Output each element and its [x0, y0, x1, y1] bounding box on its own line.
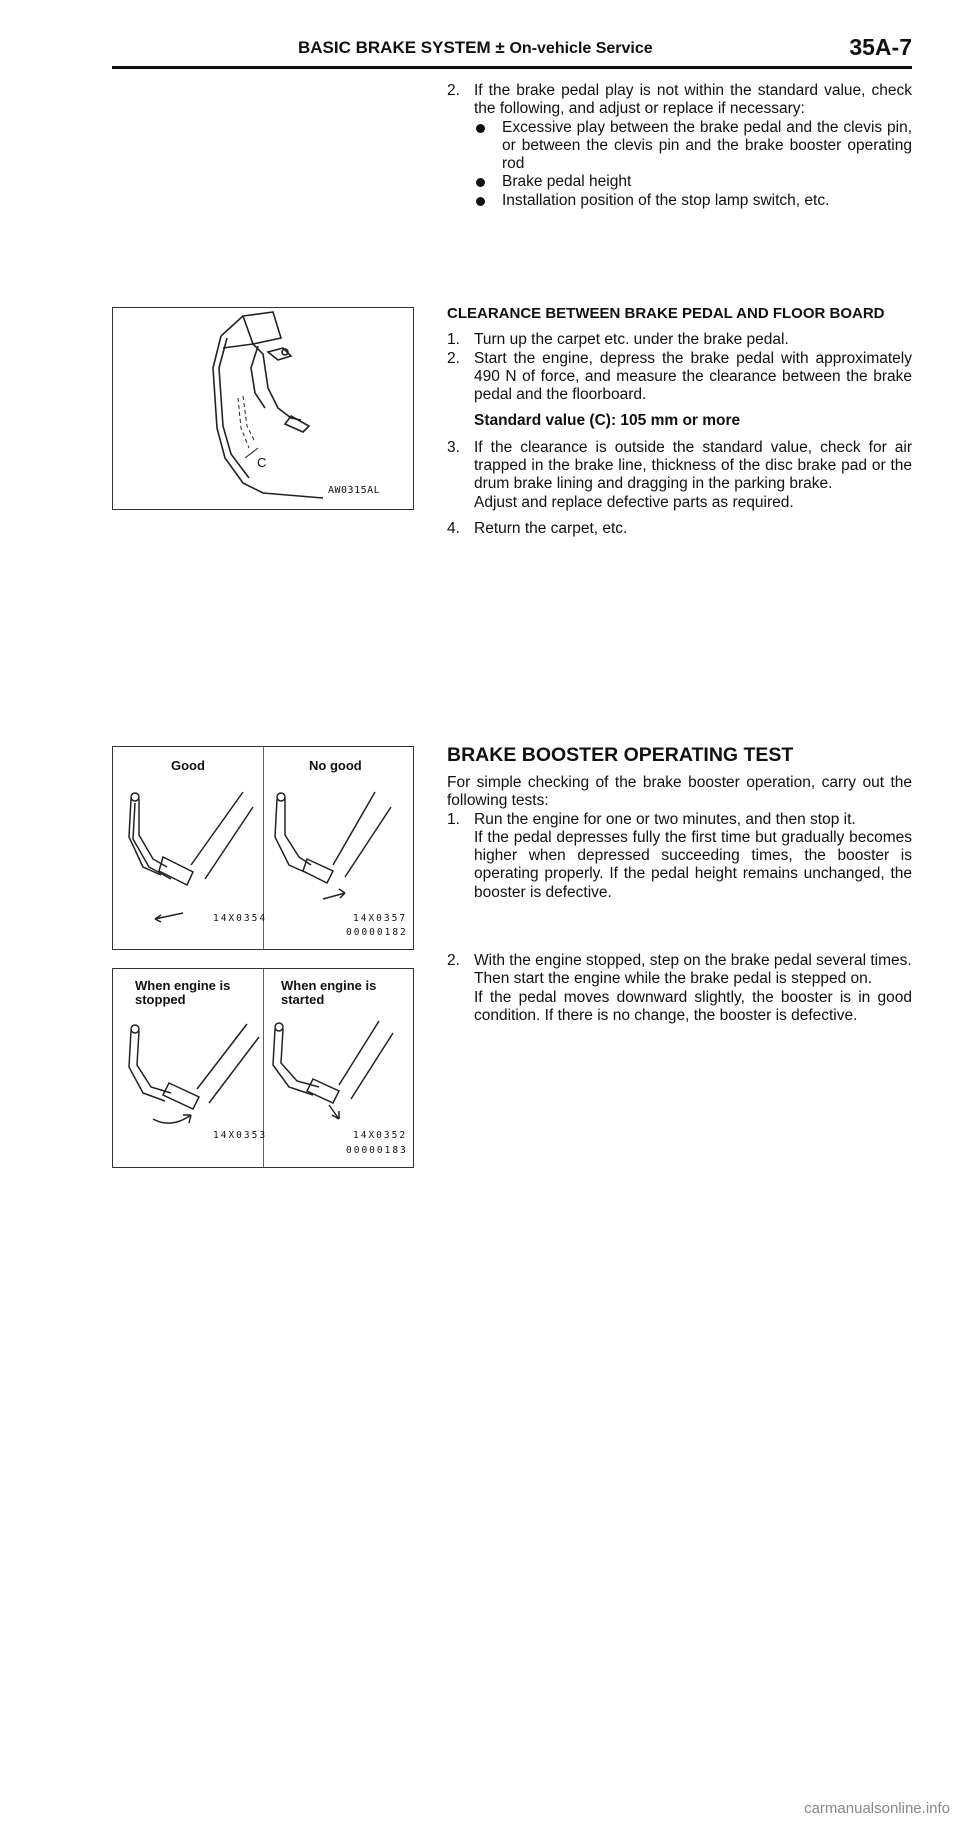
- step-1: [447, 331, 912, 349]
- step-text: Return the carpet, etc.: [474, 519, 628, 537]
- step-2-detail-1: Then start the engine while the brake pedal is stepped on.: [474, 970, 873, 988]
- step-text: Run the engine for one or two minutes, and then stop it.: [474, 810, 856, 828]
- step-1-detail: If the pedal depresses fully the first time but gradually becomes higher when depressed succeeding times, the booster is operating properly. If the pedal height remains unchanged, the booster is defective.: [474, 828, 912, 901]
- section-heading: BRAKE BOOSTER OPERATING TEST: [447, 744, 794, 766]
- section-pedal-play: [447, 82, 912, 210]
- step-2: [447, 952, 912, 970]
- figure-code-left: 14X0354: [213, 913, 268, 924]
- step-3: [447, 439, 912, 494]
- step-text: Start the engine, depress the brake pedal with approximately 490 N of force, and measure the clearance between the brake pedal and the floorboard.: [474, 349, 912, 404]
- figure-code-left: 14X0353: [213, 1130, 268, 1141]
- bullet-text: Brake pedal height: [502, 173, 632, 191]
- bullet-item: [447, 192, 912, 210]
- figure-pedal-clearance: [112, 307, 414, 510]
- figure-code: AW0315AL: [328, 485, 381, 496]
- step-3-action: Adjust and replace defective parts as required.: [474, 493, 794, 511]
- page-header: [112, 30, 912, 70]
- header-title-main: BASIC BRAKE SYSTEM ±: [298, 38, 505, 57]
- step-number: 2.: [447, 82, 460, 99]
- step-number: 2.: [447, 952, 460, 970]
- figure-ref-code: 00000183: [346, 1145, 408, 1156]
- step-2-pedal-play: [447, 82, 912, 119]
- bullet-text: Installation position of the stop lamp switch, etc.: [502, 191, 830, 209]
- step-1: [447, 811, 912, 829]
- header-title: [298, 38, 653, 58]
- figure-ref-code: 00000182: [346, 927, 408, 938]
- step-number: 4.: [447, 519, 460, 537]
- section-pedal-floor-clearance: [447, 305, 912, 538]
- figure-booster-engine-stopped-started: [112, 968, 414, 1168]
- section-heading: CLEARANCE BETWEEN BRAKE PEDAL AND FLOOR BOARD: [447, 305, 885, 322]
- bullet-icon: [476, 178, 485, 187]
- bullet-item: [447, 119, 912, 174]
- step-text: If the clearance is outside the standard value, check for air trapped in the brake line, thickness of the disc brake pad or the drum brake lining and dragging in the parking brake.: [474, 438, 912, 493]
- step-number: 1.: [447, 810, 460, 828]
- bullet-icon: [476, 197, 485, 206]
- step-text: Turn up the carpet etc. under the brake pedal.: [474, 331, 789, 349]
- step-number: 3.: [447, 438, 460, 456]
- step-text: If the brake pedal play is not within the standard value, check the following, and adjust or replace if necessary:: [474, 82, 912, 118]
- watermark-link[interactable]: carmanualsonline.info: [804, 1800, 950, 1817]
- bullet-text: Excessive play between the brake pedal and the clevis pin, or between the clevis pin and the brake booster operating rod: [502, 118, 912, 173]
- label-engine-started: When engine is started: [281, 978, 377, 1007]
- header-rule: [112, 66, 912, 69]
- figure-code-right: 14X0357: [353, 913, 408, 924]
- bullet-item: [447, 173, 912, 191]
- figure-booster-good-nogood: [112, 746, 414, 950]
- figure-code-right: 14X0352: [353, 1130, 408, 1141]
- bullet-icon: [476, 124, 485, 133]
- step-2: [447, 350, 912, 405]
- pedal-floor-illustration: [113, 308, 413, 509]
- step-text: With the engine stopped, step on the brake pedal several times.: [474, 952, 912, 970]
- step-2-detail-2: If the pedal moves downward slightly, the booster is in good condition. If there is no change, the booster is defective.: [474, 988, 912, 1024]
- step-number: 1.: [447, 331, 460, 349]
- intro-text: For simple checking of the brake booster operation, carry out the following tests:: [447, 774, 912, 810]
- page-number: 35A-7: [849, 34, 912, 60]
- label-engine-stopped: When engine is stopped: [135, 978, 231, 1007]
- label-no-good: No good: [309, 758, 362, 773]
- clearance-label-c: C: [257, 455, 267, 470]
- section-booster-test: [447, 744, 912, 1025]
- header-title-sub: On-vehicle Service: [509, 40, 653, 57]
- label-good: Good: [171, 758, 205, 773]
- standard-value: Standard value (C): 105 mm or more: [474, 412, 741, 430]
- step-4: [447, 520, 912, 538]
- step-number: 2.: [447, 349, 460, 367]
